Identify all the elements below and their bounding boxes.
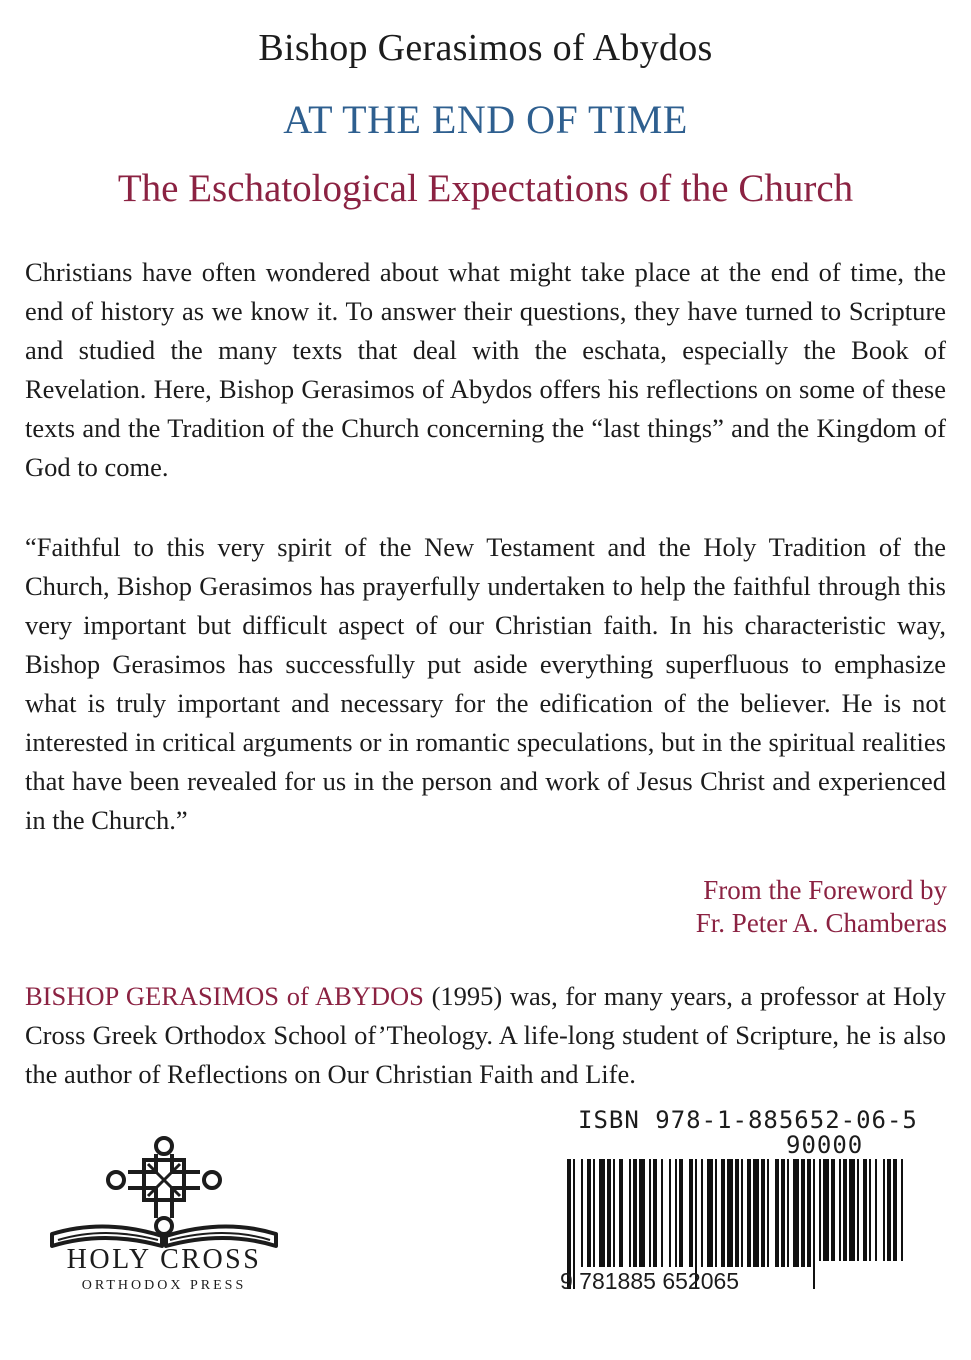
description-paragraph: Christians have often wondered about what might take place at the end of time, the end of history as we know it. To answer their questions, they have turned to Scripture and studied the many texts that deal with the eschata, especially the Book of Revelation. Here, Bishop Gerasimos of Abydos offers his reflections on some of these texts and the Tradition of the Church concerning the “last things” and the Kingdom of God to come. (25, 257, 946, 482)
isbn-label: ISBN 978-1-885652-06-5 (578, 1106, 918, 1134)
barcode-addon-bar (887, 1159, 891, 1261)
barcode-bar (727, 1159, 733, 1267)
barcode-bar (701, 1159, 703, 1267)
barcode-addon-bar (843, 1159, 847, 1261)
barcode-addon-bar (857, 1159, 859, 1261)
barcode-bar (787, 1159, 789, 1267)
barcode-bar (607, 1159, 611, 1267)
barcode-bar (613, 1159, 615, 1267)
price-code: 90000 (786, 1131, 864, 1159)
barcode-bar (629, 1159, 631, 1267)
quote-attribution (696, 874, 947, 940)
barcode-addon-bar (875, 1159, 877, 1261)
barcode-bar (587, 1159, 591, 1267)
barcode-bar (593, 1159, 595, 1267)
barcode-bar (721, 1159, 725, 1267)
bio-author-name: BISHOP GERASIMOS of ABYDOS (25, 981, 424, 1011)
barcode-addon-bar (813, 1159, 815, 1261)
barcode-addon-bar (819, 1159, 821, 1261)
barcode-bar (753, 1159, 759, 1267)
barcode-bar (761, 1159, 765, 1267)
barcode-addon-bar (883, 1159, 885, 1261)
bio-text: (1995) was, for many years, a professor at Holy Cross Greek Orthodox School of’Theology. A life-long student of Scripture, he is also the author of Reflections on Our Christian Faith and Life. (25, 981, 947, 1089)
book-title: AT THE END OF TIME (283, 97, 688, 142)
barcode-bar (767, 1159, 769, 1267)
barcode-bar (649, 1159, 651, 1267)
barcode-bar (689, 1159, 693, 1267)
barcode-bar (707, 1159, 713, 1267)
barcode-digits: 9 781885 652065 (560, 1268, 740, 1294)
barcode-bar (675, 1159, 677, 1267)
barcode-addon-bar (863, 1159, 867, 1261)
barcode-bar (793, 1159, 799, 1267)
barcode-addon-bar (893, 1159, 897, 1261)
attribution-line-2: Fr. Peter A. Chamberas (695, 908, 947, 938)
barcode-bar (715, 1159, 717, 1267)
foreword-quote: “Faithful to this very spirit of the New Testament and the Holy Tradition of the Church, Bishop Gerasimos has prayerfully undertaken to help the faithful through this very important but difficult aspect of our Christian faith. In his characteristic way, Bishop Gerasimos has successfully put aside everything superfluous to emphasize what is truly important and necessary for the edification of the believer. He is not interested in critical arguments or in romantic speculations, but in the spiritual realities that have been revealed for us in the person and work of Jesus Christ and experienced in the Church.” (25, 532, 946, 835)
barcode-bar (669, 1159, 671, 1267)
barcode-bar (735, 1159, 739, 1267)
barcode-bar (747, 1159, 751, 1267)
barcode-addon-bar (849, 1159, 855, 1261)
barcode-bar (679, 1159, 683, 1267)
barcode-addon-bar (869, 1159, 871, 1261)
author-bio (25, 977, 946, 1094)
publisher-name: HOLY CROSS (66, 1244, 262, 1275)
barcode-bar (661, 1159, 663, 1267)
barcode-bar (775, 1159, 779, 1267)
author-name: Bishop Gerasimos of Abydos (258, 27, 713, 69)
publisher-subtitle: ORTHODOX PRESS (81, 1278, 247, 1293)
barcode-bar (741, 1159, 743, 1267)
barcode-bar (633, 1159, 637, 1267)
barcode-bar (619, 1159, 623, 1267)
barcode-addon-bar (831, 1159, 835, 1261)
barcode-bar (599, 1159, 605, 1267)
book-subtitle: The Eschatological Expectations of the Church (117, 167, 854, 210)
barcode-addon-bar (823, 1159, 829, 1261)
barcode-bar (807, 1159, 811, 1267)
attribution-line-1: From the Foreword by (703, 875, 947, 905)
barcode-bar (781, 1159, 785, 1267)
barcode-bar (581, 1159, 583, 1267)
barcode-addon-bar (901, 1159, 903, 1261)
barcode-addon-bar (839, 1159, 841, 1261)
barcode-bar (653, 1159, 657, 1267)
barcode-bar (639, 1159, 645, 1267)
barcode-bar (801, 1159, 805, 1267)
